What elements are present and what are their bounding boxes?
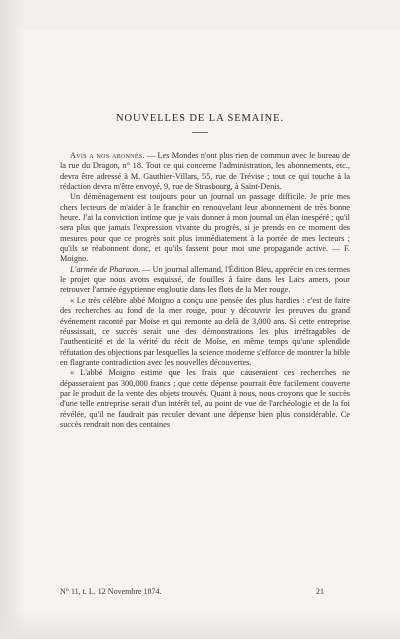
paragraph bbox=[60, 368, 350, 430]
top-margin bbox=[0, 0, 400, 30]
paragraph-text: — Un journal allemand, l'Édition Bleu, apprécie en ces termes le projet que nous avons esquissé, de fouilles à faire dans les Lacs amers, pour retrouver l'armée égyptienne engloutie dans les flots de la Mer rouge. bbox=[60, 264, 350, 295]
paragraph-text: Un déménagement est toujours pour un journal un passage difficile. Je prie mes chers lecteurs de m'aider à le franchir en renouvelant leur abonnement de très bonne heure. J'ai la conviction intime que je vais donner à mon journal un élan inespéré ; qu'il sera plus que jamais l'expression vivante du progrès, si je prends en ce moment des mesures pour que ce progrès soit plus immédiatement à la portée de mes lecteurs ; qu'ils se réabonnent donc, et qu'ils fassent pour moi une propagande active. — F. Moigno. bbox=[60, 192, 350, 264]
bottom-edge-shadow bbox=[0, 607, 400, 639]
title-rule bbox=[192, 132, 208, 133]
paragraph-text: « L'abbé Moigno estime que les frais que causeraient ces recherches ne dépasseraient pas 300,000 francs ; que cette dépense pourrait être facilement couverte par le produit de la vente des objets trouvés. Quant à nous, nous croyons que le succès d'une telle entreprise serait d'un intérêt tel, au point de vue de l'archéologie et de la foi révélée, qu'il ne faudrait pas reculer devant une dépense bien plus considérable. Ce succès rendrait non des centaines bbox=[60, 368, 350, 429]
paragraph-lead: L'armée de Pharaon. bbox=[70, 264, 141, 274]
page-title: NOUVELLES DE LA SEMAINE. bbox=[115, 113, 284, 124]
paragraph-text: « Le très célèbre abbé Moigno a conçu une pensée des plus hardies : c'est de faire des recherches au fond de la mer rouge, pour y découvrir les preuves du grand événement raconté par Moïse et qui remonte au delà de 3,000 ans. Si cette entreprise réussissait, ce succès serait une des démonstrations les plus irréfragables de l'authenticité et de la vérité du récit de Moïse, en même temps qu'une splendide réfutation des objections par lesquelles la science moderne s'efforce de montrer la bible en flagrante contradiction avec les nouvelles découvertes. bbox=[60, 295, 350, 367]
article-body bbox=[60, 151, 350, 430]
paragraph-lead: Avis a nos abonnés. bbox=[70, 151, 145, 160]
paragraph bbox=[60, 192, 350, 264]
paragraph bbox=[60, 265, 350, 296]
paragraph-text: — Les Mondes n'ont plus rien de commun avec le bureau de la rue du Dragon, n° 18. Tout ce qui concerne l'administration, les abonnements, etc., devra être adressé à M. Gauthier-Villars, 55, rue de Trévise ; tout ce qui touche à la rédaction devra m'être envoyé, 9, rue de Strasbourg, à Saint-Denis. bbox=[60, 151, 350, 192]
issue-info: N° 11, t. L. 12 Novembre 1874. bbox=[60, 587, 162, 596]
paragraph bbox=[60, 151, 350, 192]
paragraph bbox=[60, 296, 350, 368]
binding-shadow bbox=[0, 0, 26, 639]
page-number: 21 bbox=[316, 587, 324, 596]
